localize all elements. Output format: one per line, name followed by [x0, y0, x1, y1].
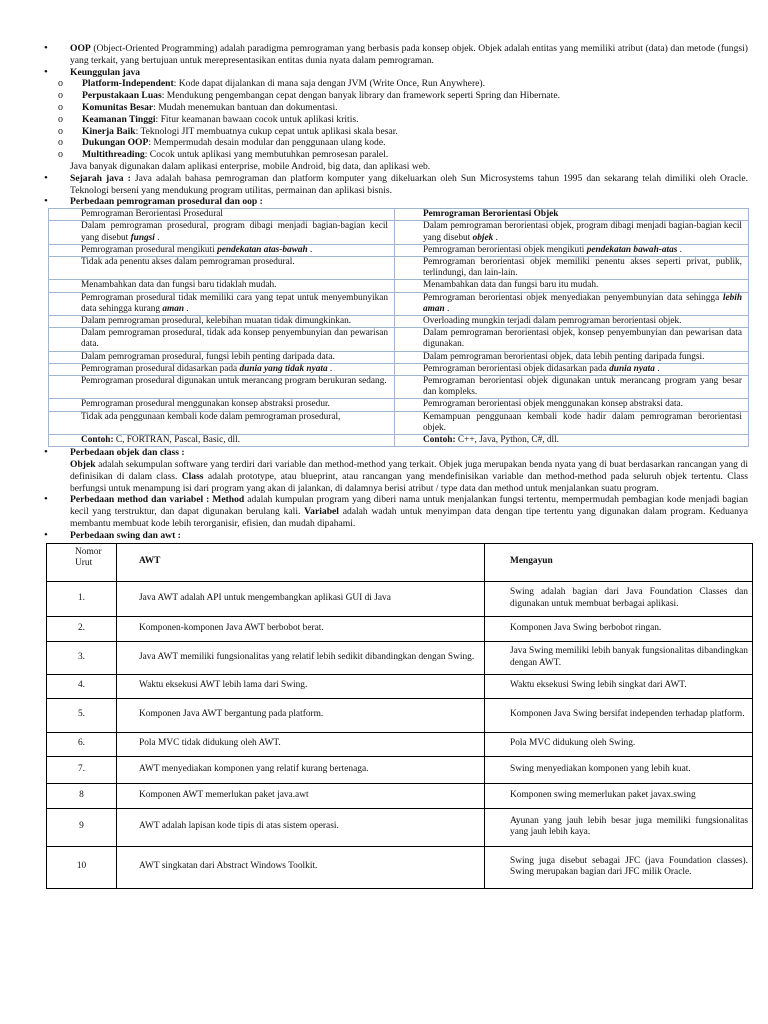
- advantage-item: [44, 137, 748, 149]
- advantage-term: Platform-Independent: [82, 78, 174, 90]
- object-class-heading: [44, 447, 748, 459]
- oop-cell: [395, 256, 749, 279]
- oop-cell: [395, 351, 749, 363]
- oop-cell: [395, 399, 749, 411]
- procedural-cell: [49, 328, 395, 351]
- procedural-cell: [49, 292, 395, 315]
- swing-cell: Komponen Java Swing berbobot ringan.: [485, 616, 753, 641]
- proc-vs-oop-table: [48, 208, 749, 447]
- swing-cell: Komponen Java Swing bersifat independen terhadap platform.: [485, 698, 753, 732]
- procedural-cell: [49, 351, 395, 363]
- oop-cell: [395, 280, 749, 292]
- advantages-list: [44, 78, 748, 161]
- method-variable-heading: Perbedaan method dan variabel :: [70, 494, 210, 506]
- col-oop-header-text: Pemrograman Berorientasi Objek: [423, 209, 559, 220]
- advantage-text: : Kode dapat dijalankan di mana saja dengan JVM (Write Once, Run Anywhere).: [173, 78, 485, 90]
- swing-cell: Pola MVC didukung oleh Swing.: [485, 732, 753, 756]
- table-row: [49, 411, 749, 434]
- table-row: [49, 376, 749, 399]
- awt-cell: Komponen Java AWT bergantung pada platform.: [117, 698, 485, 732]
- cell-text: Dalam pemrograman prosedural, tidak ada konsep penyembunyian dan pewarisan data.: [81, 328, 388, 350]
- advantage-term: Multithreading: [82, 149, 145, 161]
- cell-emphasis: lebih aman: [423, 292, 742, 314]
- cell-text-end: .: [184, 303, 189, 314]
- table-row: [49, 244, 749, 256]
- procedural-cell: [49, 221, 395, 244]
- cell-text: Pemrograman prosedural digunakan untuk merancang program berukuran sedang.: [81, 376, 387, 386]
- cell-text: Dalam pemrograman berorientasi objek, konsep penyembunyian dan pewarisan data digunakan.: [423, 328, 742, 350]
- history-term: Sejarah java :: [70, 172, 131, 184]
- object-class-heading-text: Perbedaan objek dan class :: [70, 447, 185, 459]
- oop-cell: [395, 363, 749, 375]
- oop-cell: [395, 292, 749, 315]
- table-row: [49, 221, 749, 244]
- advantage-item: [44, 78, 748, 90]
- advantage-item: [44, 102, 748, 114]
- table-header-row: [47, 543, 753, 581]
- advantage-text: : Cocok untuk aplikasi yang membutuhkan pemrosesan paralel.: [144, 149, 389, 161]
- advantage-item: [44, 149, 748, 161]
- table-row: [47, 808, 753, 846]
- cell-emphasis: fungsi: [130, 232, 155, 243]
- awt-cell: Komponen-komponen Java AWT berbobot berat.: [117, 616, 485, 641]
- history-text: Java adalah bahasa pemrograman dan platform komputer yang dikeluarkan oleh Sun Microsystems tahun 1995 dan sekarang telah dimiliki oleh Oracle. Teknologi berseni yang mendukung program utilitas, permainan dan aplikasi bisnis.: [70, 172, 748, 196]
- cell-text: Pemrograman prosedural menggunakan konsep abstraksi prosedur.: [81, 399, 330, 410]
- awt-cell: AWT singkatan dari Abstract Windows Toolkit.: [117, 846, 485, 888]
- table-row: [47, 674, 753, 698]
- variabel-term: Variabel: [304, 506, 339, 518]
- cell-text-end: .: [444, 303, 450, 314]
- table-row: [47, 641, 753, 674]
- cell-text-end: .: [654, 363, 660, 374]
- example-label: Contoh:: [423, 435, 456, 446]
- advantage-item: [44, 126, 748, 138]
- table-row: [49, 280, 749, 292]
- cell-emphasis: aman: [162, 303, 185, 314]
- row-number: 8: [47, 783, 117, 808]
- col-number-header: Nomor Urut: [47, 543, 117, 581]
- awt-cell: Komponen AWT memerlukan paket java.awt: [117, 783, 485, 808]
- objek-term: Objek: [70, 459, 96, 471]
- awt-cell: AWT menyediakan komponen yang relatif kurang bertenaga.: [117, 756, 485, 783]
- advantage-item: [44, 114, 748, 126]
- oop-cell: [395, 315, 749, 327]
- cell-text: Menambahkan data dan fungsi baru itu mudah.: [423, 280, 599, 291]
- advantage-item: [44, 90, 748, 102]
- procedural-cell: [49, 411, 395, 434]
- cell-emphasis: dunia nyata: [609, 363, 655, 374]
- oop-definition: [44, 43, 748, 67]
- advantages-heading: [44, 67, 748, 79]
- cell-text: Menambahkan data dan fungsi baru tidaklah mudah.: [81, 280, 277, 291]
- cell-text: Pemrograman prosedural mengikuti: [81, 244, 218, 255]
- cell-text: Dalam pemrograman prosedural, program dibagi menjadi bagian-bagian kecil yang disebut: [81, 221, 388, 243]
- procedural-cell: [49, 315, 395, 327]
- cell-text: Tidak ada penggunaan kembali kode dalam pemrograman prosedural,: [81, 411, 341, 422]
- row-number: 5.: [47, 698, 117, 732]
- table-row: [49, 315, 749, 327]
- variabel-text: adalah wadah untuk menyimpan data dengan tipe tertentu yang digunakan dalam program. Keduanya membantu membuat kode lebih terorganisir, efisien, dan mudah dipahami.: [70, 506, 748, 529]
- class-term: Class: [181, 470, 204, 482]
- swing-cell: Swing menyediakan komponen yang lebih kuat.: [485, 756, 753, 783]
- cell-text: Dalam pemrograman prosedural, fungsi lebih penting daripada data.: [81, 351, 335, 362]
- cell-text: Pemrograman berorientasi objek digunakan untuk merancang program yang besar dan kompleks.: [423, 376, 742, 398]
- cell-text: Pemrograman berorientasi objek menggunakan konsep abstraksi data.: [423, 399, 683, 410]
- cell-text: Pemrograman berorientasi objek mengikuti: [423, 244, 587, 255]
- method-text: adalah kumpulan program yang diberi nama untuk menjalankan fungsi tertentu, mempermudah pembagian kode menjadi bagian kecil yang terstruktur, dan dapat digunakan berulang kali.: [70, 494, 749, 518]
- row-number: 1.: [47, 581, 117, 616]
- procedural-cell: [49, 399, 395, 411]
- table-row: [47, 846, 753, 888]
- oop-cell: [395, 411, 749, 434]
- swing-awt-heading-text: Perbedaan swing dan awt :: [70, 529, 181, 541]
- cell-emphasis: objek: [472, 232, 494, 243]
- advantage-term: Kinerja Baik: [82, 125, 136, 137]
- oop-cell: [395, 328, 749, 351]
- table-row: [49, 363, 749, 375]
- row-number: 7.: [47, 756, 117, 783]
- table-row: [47, 732, 753, 756]
- cell-text-end: .: [327, 363, 333, 374]
- cell-text: Pemrograman prosedural didasarkan pada: [81, 363, 240, 374]
- procedural-cell: [49, 280, 395, 292]
- table-row: [47, 616, 753, 641]
- awt-cell: AWT adalah lapisan kode tipis di atas sistem operasi.: [117, 808, 485, 846]
- table-row: [47, 783, 753, 808]
- table-row: [49, 328, 749, 351]
- cell-text-end: .: [677, 244, 682, 255]
- table-row: [49, 256, 749, 279]
- cell-text: Pemrograman prosedural tidak memiliki cara yang tepat untuk menyembunyikan data sehingga kurang: [81, 292, 388, 314]
- swing-awt-heading: [44, 530, 748, 542]
- cell-text: Pemrograman berorientasi objek menyediakan penyembunyian data sehingga: [423, 292, 723, 303]
- table-row: [49, 351, 749, 363]
- table-row: [49, 399, 749, 411]
- swing-cell: Ayunan yang jauh lebih besar juga memiliki fungsionalitas yang jauh lebih kaya.: [485, 808, 753, 846]
- advantage-term: Dukungan OOP: [82, 137, 149, 149]
- awt-cell: Java AWT memiliki fungsionalitas yang relatif lebih sedikit dibandingkan dengan Swing.: [117, 641, 485, 674]
- cell-text: Dalam pemrograman berorientasi objek, program dibagi menjadi bagian-bagian kecil yang disebut: [423, 221, 742, 243]
- table-row: [47, 581, 753, 616]
- advantage-text: : Mudah menemukan bantuan dan dokumentasi.: [153, 101, 338, 113]
- cell-text: Dalam pemrograman berorientasi objek, data lebih penting daripada fungsi.: [423, 351, 705, 362]
- oop-cell: [395, 221, 749, 244]
- table-row: [49, 292, 749, 315]
- swing-cell: Waktu eksekusi Swing lebih singkat dari AWT.: [485, 674, 753, 698]
- col-procedural-header: Pemrograman Berorientasi Prosedural: [49, 209, 395, 221]
- cell-text: Kemampuan penggunaan kembali kode hadir dalam pemrograman berorientasi objek.: [423, 411, 742, 433]
- cell-text-end: .: [493, 232, 498, 243]
- oop-text: (Object-Oriented Programming) adalah paradigma pemrograman yang berbasis pada konsep objek. Objek adalah entitas yang memiliki atribut (data) dan metode (fungsi) yang terkait, yang bertujuan untuk merepresentasikan entitas dunia nyata dalam pemrograman.: [70, 43, 748, 66]
- cell-text: Pemrograman berorientasi objek memiliki penentu akses seperti privat, publik, terlindungi, dan lain-lain.: [423, 256, 742, 279]
- oop-cell: [395, 376, 749, 399]
- awt-cell: Java AWT adalah API untuk mengembangkan aplikasi GUI di Java: [117, 581, 485, 616]
- table-row: [47, 756, 753, 783]
- row-number: 10: [47, 846, 117, 888]
- example-text: C, FORTRAN, Pascal, Basic, dll.: [113, 435, 241, 446]
- row-number: 2.: [47, 616, 117, 641]
- swing-awt-table: [46, 543, 753, 889]
- oop-cell: [395, 244, 749, 256]
- row-number: 6.: [47, 732, 117, 756]
- col-swing-header-text: Mengayun: [510, 556, 553, 567]
- swing-cell: Komponen swing memerlukan paket javax.swing: [485, 783, 753, 808]
- table-row: [47, 698, 753, 732]
- method-variable-paragraph: [44, 494, 748, 529]
- objek-text: adalah sekumpulan software yang terdiri dari variable dan method-method yang terkait. Objek juga merupakan benda nyata yang di buat berdasarkan rancangan yang di definisikan di dalam class.: [70, 459, 748, 482]
- procedural-example-cell: [49, 435, 395, 447]
- oop-term: OOP: [70, 43, 91, 54]
- col-oop-header: [395, 209, 749, 221]
- swing-cell: Swing adalah bagian dari Java Foundation Classes dan digunakan untuk membuat berbagai aplikasi.: [485, 581, 753, 616]
- awt-cell: Waktu eksekusi AWT lebih lama dari Swing.: [117, 674, 485, 698]
- advantage-term: Perpustakaan Luas: [82, 90, 162, 102]
- example-label: Contoh:: [81, 435, 114, 446]
- cell-emphasis: dunia yang tidak nyata: [239, 363, 328, 374]
- col-awt-header: [117, 543, 485, 581]
- col-swing-header: [485, 543, 753, 581]
- class-text: adalah prototype, atau blueprint, atau rancangan yang mendefinisikan variable dan method-method pada seluruh objek tertentu. Class berfungsi untuk menampung isi dari program yang akan di jalankan, di dalamnya berisi atribut / type data dan method untuk menjalankan suatu program.: [70, 470, 748, 494]
- awt-cell: Pola MVC tidak didukung oleh AWT.: [117, 732, 485, 756]
- advantages-note: Java banyak digunakan dalam aplikasi enterprise, mobile Android, big data, dan aplikasi web.: [70, 160, 431, 172]
- advantages-heading-text: Keunggulan java: [70, 66, 141, 78]
- row-number: 3.: [47, 641, 117, 674]
- procedural-cell: [49, 256, 395, 279]
- advantage-text: : Mempermudah desain modular dan penggunaan ulang kode.: [148, 137, 386, 149]
- advantage-term: Komunitas Besar: [82, 101, 154, 113]
- cell-text: Dalam pemrograman prosedural, kelebihan muatan tidak dimungkinkan.: [81, 315, 352, 326]
- example-text: C++, Java, Python, C#, dll.: [455, 435, 560, 446]
- cell-emphasis: pendekatan atas-bawah: [217, 244, 308, 255]
- advantage-text: : Fitur keamanan bawaan cocok untuk aplikasi kritis.: [155, 113, 359, 125]
- swing-cell: Swing juga disebut sebagai JFC (java Foundation classes). Swing merupakan bagian dari JFC milik Oracle.: [485, 846, 753, 888]
- advantage-text: : Teknologi JIT membuatnya cukup cepat untuk aplikasi skala besar.: [135, 125, 398, 137]
- swing-cell: Java Swing memiliki lebih banyak fungsionalitas dibandingkan dengan AWT.: [485, 641, 753, 674]
- row-number: 9: [47, 808, 117, 846]
- cell-text: Tidak ada penentu akses dalam pemrograman prosedural.: [81, 256, 295, 267]
- procedural-cell: [49, 244, 395, 256]
- row-number: 4.: [47, 674, 117, 698]
- document-body: [44, 43, 748, 889]
- proc-vs-oop-heading: [44, 196, 748, 208]
- cell-emphasis: pendekatan bawah-atas: [586, 244, 678, 255]
- cell-text: Overloading mungkin terjadi dalam pemrograman berorientasi objek.: [423, 315, 682, 326]
- advantage-term: Keamanan Tinggi: [82, 113, 156, 125]
- procedural-cell: [49, 376, 395, 399]
- method-term: Method: [209, 494, 245, 506]
- proc-vs-oop-heading-text: Perbedaan pemrograman prosedural dan oop :: [70, 196, 263, 208]
- cell-text: Pemrograman berorientasi objek didasarkan pada: [423, 363, 610, 374]
- cell-text-end: .: [307, 244, 313, 255]
- cell-text-end: .: [154, 232, 160, 243]
- object-class-paragraph: [44, 459, 748, 494]
- example-row: [49, 435, 749, 447]
- oop-example-cell: [395, 435, 749, 447]
- table-header-row: [49, 209, 749, 221]
- col-awt-header-text: AWT: [139, 556, 161, 567]
- history-paragraph: [44, 173, 748, 197]
- advantage-text: : Mendukung pengembangan cepat dengan banyak library dan framework seperti Spring dan Hibernate.: [161, 90, 560, 102]
- procedural-cell: [49, 363, 395, 375]
